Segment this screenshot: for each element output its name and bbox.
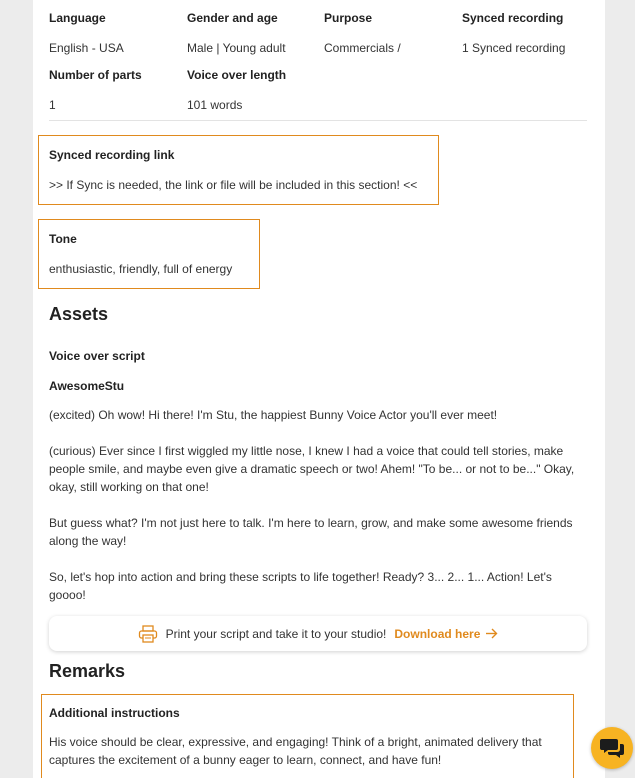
voice-over-script-label: Voice over script [49,349,145,363]
script-paragraph-4: So, let's hop into action and bring these scripts to life together! Ready? 3... 2... 1... Action! Let's goooo! [49,570,552,602]
remarks-heading: Remarks [49,661,126,681]
synced-recording-label: Synced recording [462,11,564,25]
additional-instructions-title: Additional instructions [49,706,180,720]
voice-over-length-value: 101 words [187,98,243,112]
number-of-parts-label: Number of parts [49,68,142,82]
print-script-text: Print your script and take it to your studio! [165,626,387,641]
synced-recording-link-title: Synced recording link [49,148,175,162]
print-script-bar [49,616,587,651]
purpose-label: Purpose [324,11,373,25]
gender-age-value: Male | Young adult [187,41,286,55]
purpose-value: Commercials / [324,41,401,55]
download-script-link[interactable] [394,627,498,641]
script-paragraph-3: But guess what? I'm not just here to talk. I'm here to learn, grow, and make some awesome friends along the way! [49,516,573,548]
job-details-card [33,0,605,778]
arrow-right-icon [485,628,498,639]
additional-instructions-text: His voice should be clear, expressive, and engaging! Think of a bright, animated delivery that captures the excitement of a bunny eager to learn, connect, and have fun! [49,735,542,767]
script-name: AwesomeStu [49,379,125,393]
chat-button[interactable] [591,727,633,769]
script-paragraph-1: (excited) Oh wow! Hi there! I'm Stu, the happiest Bunny Voice Actor you'll ever meet! [49,408,498,422]
voice-over-length-label: Voice over length [187,68,287,82]
language-value: English - USA [49,41,124,55]
chat-icon [599,736,625,760]
language-label: Language [49,11,106,25]
assets-heading: Assets [49,304,109,324]
synced-recording-link-box [38,135,439,205]
printer-icon [138,625,158,643]
synced-recording-link-text: >> If Sync is needed, the link or file will be included in this section! << [49,178,418,192]
additional-instructions-box [41,694,574,778]
number-of-parts-value: 1 [49,98,56,112]
synced-recording-value: 1 Synced recording [462,41,566,55]
gender-age-label: Gender and age [187,11,278,25]
download-link-label: Download here [394,626,481,641]
tone-title: Tone [49,232,77,246]
tone-box [38,219,260,289]
details-divider [49,120,587,121]
tone-text: enthusiastic, friendly, full of energy [49,262,233,276]
script-paragraph-2: (curious) Ever since I first wiggled my little nose, I knew I had a voice that could tell stories, make people smile, and maybe even give a dramatic speech or two! Ahem! "To be... or not to be..." Okay, okay, still working on that one! [49,444,575,494]
